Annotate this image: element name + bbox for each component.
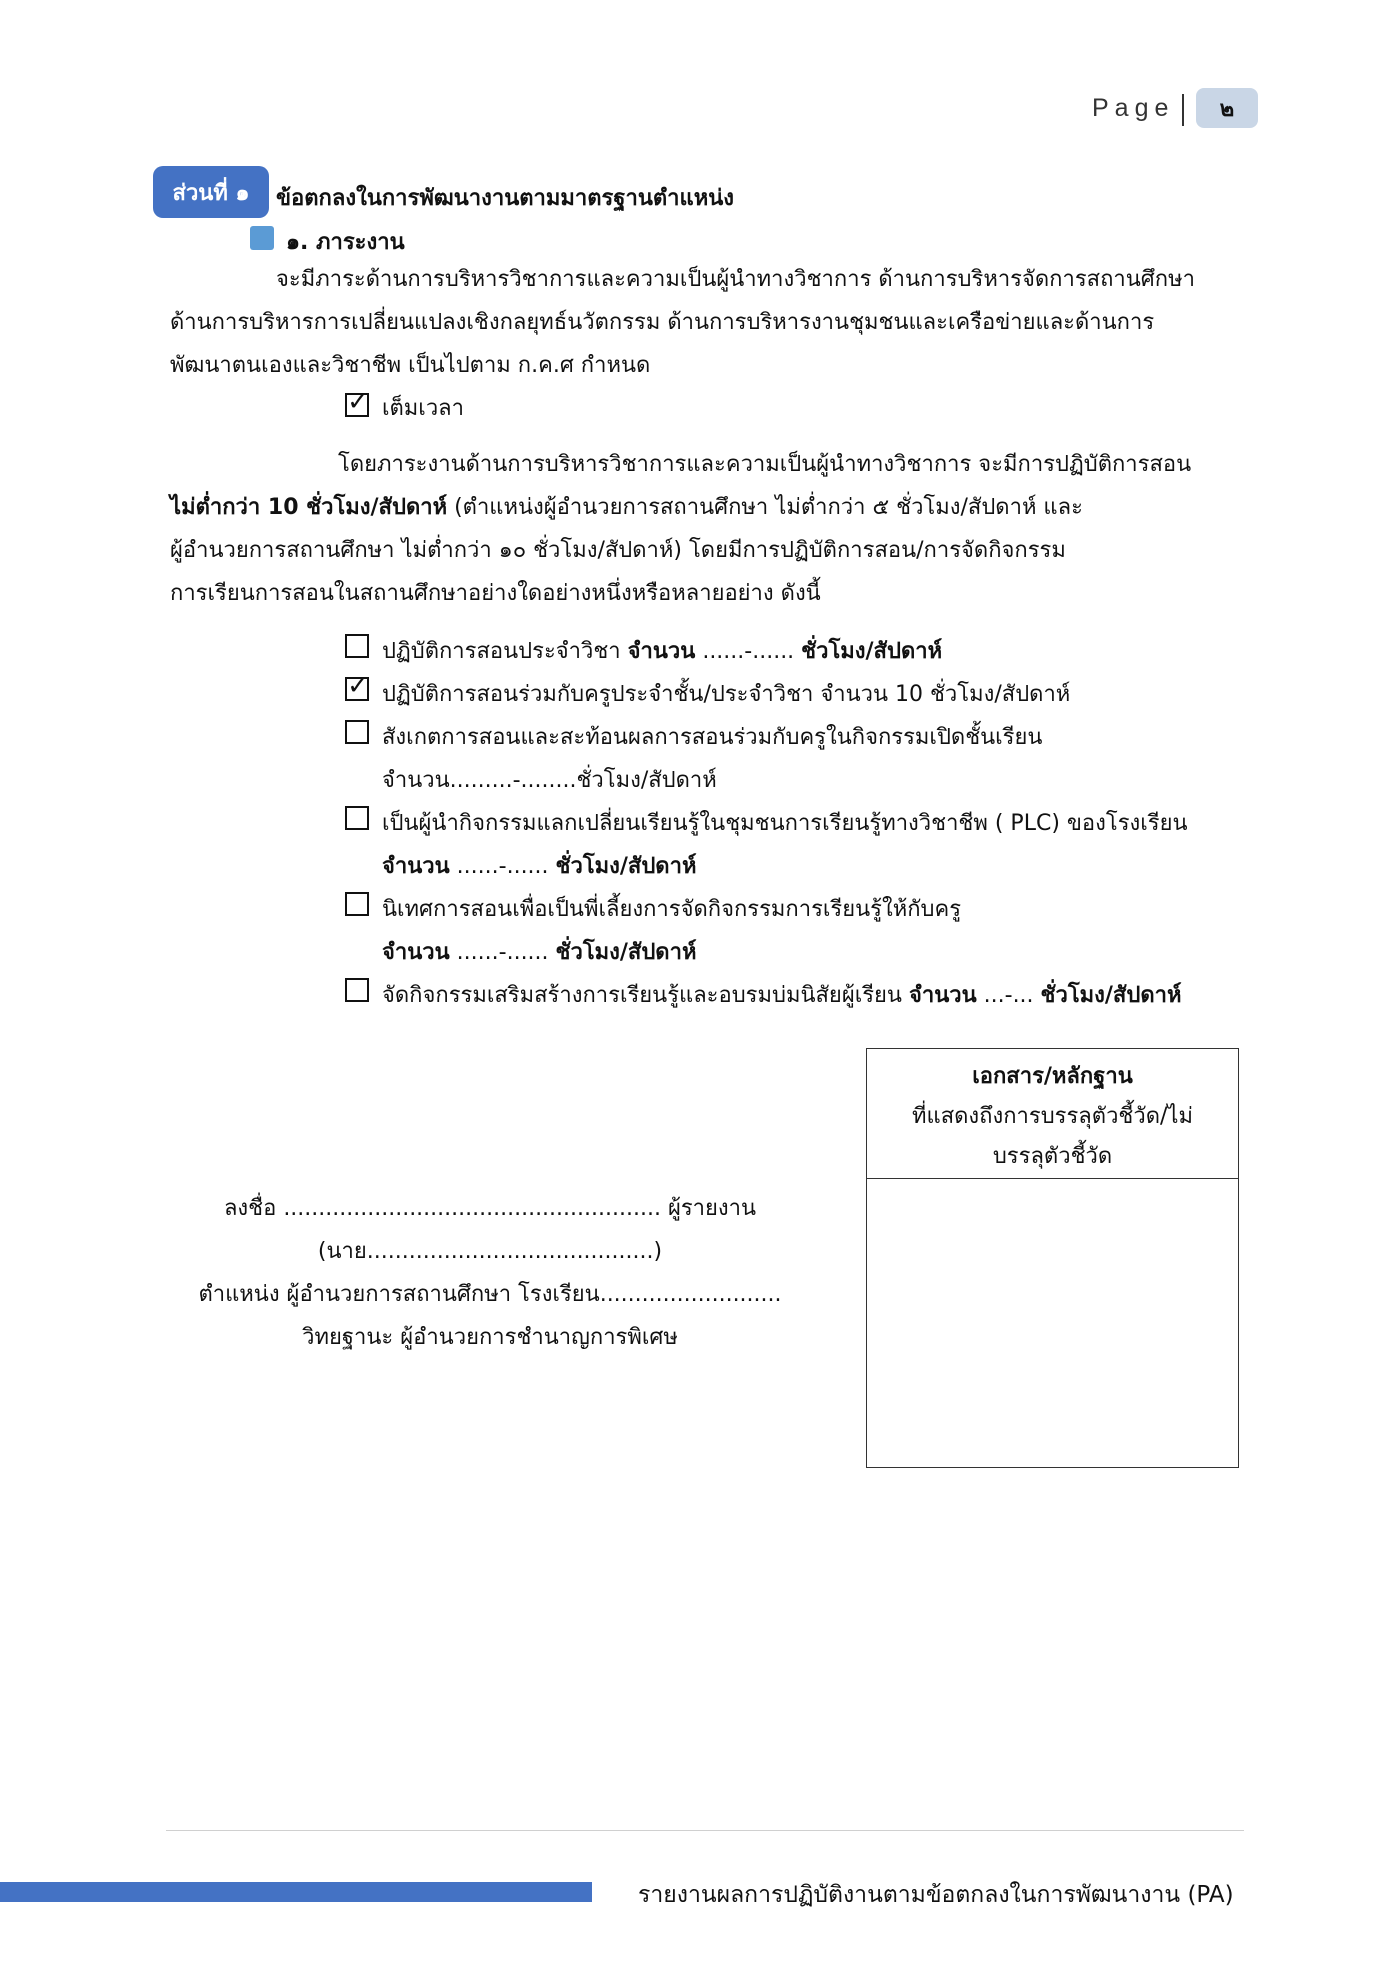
option-6-text [382,977,1181,1012]
signature-name: (นาย.........................................) [317,1239,663,1264]
evidence-line-3: บรรลุตัวชี้วัด [992,1144,1113,1169]
option-6-unit: ชั่วโมง/สัปดาห์ [1040,983,1182,1008]
signature-line: ลงชื่อ ...................................................... ผู้รายงาน [223,1196,757,1221]
evidence-box [866,1048,1239,1468]
signature-academic-standing: วิทยฐานะ ผู้อำนวยการชำนาญการพิเศษ [302,1325,678,1350]
option-6-checkbox[interactable] [345,978,369,1002]
option-1-amount-label: จำนวน [627,639,696,664]
option-5-checkbox[interactable] [345,892,369,916]
option-2-checkbox[interactable] [345,671,369,701]
evidence-header [867,1049,1238,1179]
option-4-amount-line [382,848,696,883]
option-1-text [382,633,942,668]
option-4-amount-label: จำนวน [382,854,450,879]
option-1-unit: ชั่วโมง/สัปดาห์ [801,639,943,664]
footer-title: รายงานผลการปฏิบัติงานตามข้อตกลงในการพัฒนางาน (PA) [638,1882,1234,1908]
option-6-amount: ...-... [976,983,1041,1008]
option-3-amount: จำนวน.........-........ชั่วโมง/สัปดาห์ [382,768,717,793]
option-1-label: ปฏิบัติการสอนประจำวิชา [382,639,628,664]
option-6-label: จัดกิจกรรมเสริมสร้างการเรียนรู้และอบรมบ่มนิสัยผู้เรียน [382,983,909,1008]
option-4-text: เป็นผู้นำกิจกรรมแลกเปลี่ยนเรียนรู้ในชุมชนการเรียนรู้ทางวิชาชีพ ( PLC) ของโรงเรียน [382,811,1188,836]
workload-line-1: โดยภาระงานด้านการบริหารวิชาการและความเป็นผู้นำทางวิชาการ จะมีการปฏิบัติการสอน [338,452,1192,477]
page-number-badge: ๒ [1196,88,1258,128]
option-5-amount-label: จำนวน [382,940,450,965]
section-title: ข้อตกลงในการพัฒนางานตามมาตรฐานตำแหน่ง [276,186,734,211]
option-4-checkbox[interactable] [345,806,369,830]
option-3-checkbox[interactable] [345,720,369,744]
option-5-text: นิเทศการสอนเพื่อเป็นพี่เลี้ยงการจัดกิจกรรมการเรียนรู้ให้กับครู [382,897,962,922]
option-5-amount: ......-...... [449,940,556,965]
evidence-title: เอกสาร/หลักฐาน [972,1064,1133,1089]
intro-line-1: จะมีภาระด้านการบริหารวิชาการและความเป็นผู้นำทางวิชาการ ด้านการบริหารจัดการสถานศึกษา [276,267,1195,292]
option-5-unit: ชั่วโมง/สัปดาห์ [555,940,697,965]
page-label: Page [1092,94,1175,122]
option-4-amount: ......-...... [449,854,556,879]
option-1-amount: ......-...... [695,639,802,664]
evidence-body[interactable] [867,1179,1238,1465]
section-badge: ส่วนที่ ๑ [153,166,269,218]
intro-line-2: ด้านการบริหารการเปลี่ยนแปลงเชิงกลยุทธ์นวัตกรรม ด้านการบริหารงานชุมชนและเครือข่ายและด้านการ [170,310,1155,335]
workload-line-2-rest: (ตำแหน่งผู้อำนวยการสถานศึกษา ไม่ต่ำกว่า ๕ ชั่วโมง/สัปดาห์ และ [447,495,1083,520]
option-1-checkbox[interactable] [345,634,369,658]
check-mark-icon: ✓ [347,671,369,701]
footer-divider [166,1830,1244,1831]
option-2-text: ปฏิบัติการสอนร่วมกับครูประจำชั้น/ประจำวิชา จำนวน 10 ชั่วโมง/สัปดาห์ [382,682,1071,707]
option-3-text: สังเกตการสอนและสะท้อนผลการสอนร่วมกับครูในกิจกรรมเปิดชั้นเรียน [382,725,1043,750]
check-mark-icon: ✓ [347,387,369,417]
option-5-amount-line [382,934,696,969]
workload-line-4: การเรียนการสอนในสถานศึกษาอย่างใดอย่างหนึ่งหรือหลายอย่าง ดังนี้ [170,581,821,606]
signature-position: ตำแหน่ง ผู้อำนวยการสถานศึกษา โรงเรียน.......................... [198,1282,782,1307]
footer-accent-bar [0,1882,592,1902]
fulltime-label: เต็มเวลา [382,396,465,421]
page-separator [1182,94,1184,126]
intro-line-3: พัฒนาตนเองและวิชาชีพ เป็นไปตาม ก.ค.ศ กำหนด [170,353,651,378]
workload-line-3: ผู้อำนวยการสถานศึกษา ไม่ต่ำกว่า ๑๐ ชั่วโมง/สัปดาห์) โดยมีการปฏิบัติการสอน/การจัดกิจกรรม [170,538,1066,563]
subheading-square-icon [250,226,274,250]
option-6-amount-label: จำนวน [908,983,977,1008]
option-4-unit: ชั่วโมง/สัปดาห์ [555,854,697,879]
subheading: ๑. ภาระงาน [286,230,405,255]
workload-min-hours: ไม่ต่ำกว่า 10 ชั่วโมง/สัปดาห์ [170,495,448,520]
fulltime-checkbox[interactable] [345,387,369,417]
evidence-line-2: ที่แสดงถึงการบรรลุตัวชี้วัด/ไม่ [912,1104,1193,1129]
workload-line-2 [170,486,1083,530]
